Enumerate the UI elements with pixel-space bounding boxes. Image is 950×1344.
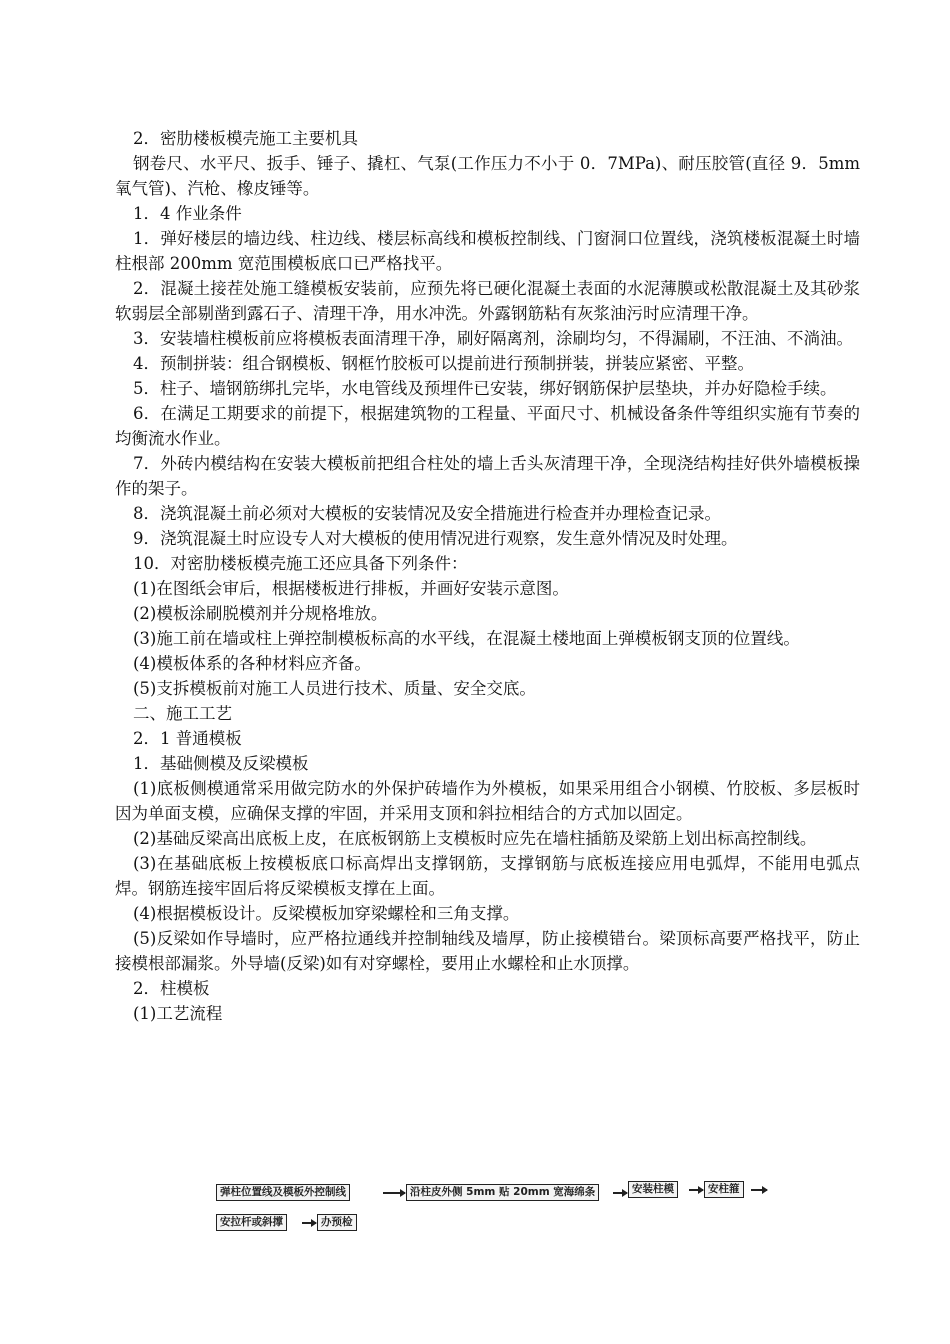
flow-arrow [613,1192,627,1194]
paragraph: (2)基础反梁高出底板上皮，在底板钢筋上支模板时应先在墙柱插筋及梁筋上划出标高控制线。 [133,829,817,848]
paragraph: 1．4 作业条件 [133,204,242,223]
flow-step: 安拉杆或斜撑 [216,1214,287,1231]
paragraph: (5)反梁如作导墙时，应严格拉通线并控制轴线及墙厚，防止接模错台。梁顶标高要严格找平，防止接模根部漏浆。外导墙(反梁)如有对穿螺栓，要用止水螺栓和止水顶撑。 [115,929,860,973]
flow-step: 沿柱皮外侧 5mm 贴 20mm 宽海绵条 [406,1184,599,1201]
flow-arrow [302,1222,316,1224]
paragraph: (3)施工前在墙或柱上弹控制模板标高的水平线，在混凝土楼地面上弹模板钢支顶的位置线。 [133,629,800,648]
paragraph: 1．基础侧模及反梁模板 [133,754,309,773]
paragraph: 9．浇筑混凝土时应设专人对大模板的使用情况进行观察，发生意外情况及时处理。 [133,529,738,548]
paragraph: 2．混凝土接茬处施工缝模板安装前，应预先将已硬化混凝土表面的水泥薄膜或松散混凝土及其砂浆软弱层全部剔凿到露石子、清理干净，用水冲洗。外露钢筋粘有灰浆油污时应清理干净。 [115,279,860,323]
paragraph: 1．弹好楼层的墙边线、柱边线、楼层标高线和模板控制线、门窗洞口位置线，浇筑楼板混凝土时墙柱根部 200mm 宽范围模板底口已严格找平。 [115,229,860,273]
flow-step: 办预检 [317,1214,357,1231]
document-body [115,126,860,1026]
paragraph: (1)工艺流程 [133,1004,223,1023]
paragraph: 3．安装墙柱模板前应将模板表面清理干净，刷好隔离剂，涂刷均匀，不得漏刷，不汪油、不淌油。 [133,329,853,348]
paragraph: 5．柱子、墙钢筋绑扎完毕，水电管线及预埋件已安装，绑好钢筋保护层垫块，并办好隐检手续。 [133,379,837,398]
process-flowchart [216,1178,776,1238]
paragraph: (1)在图纸会审后，根据楼板进行排板，并画好安装示意图。 [133,579,569,598]
flow-arrow [751,1189,767,1191]
section-heading: 二、施工工艺 [133,704,232,723]
paragraph: 6．在满足工期要求的前提下，根据建筑物的工程量、平面尺寸、机械设备条件等组织实施有节奏的均衡流水作业。 [115,404,860,448]
flow-step: 安装柱模 [628,1181,678,1198]
paragraph: 2．柱模板 [133,979,210,998]
paragraph: 7．外砖内模结构在安装大模板前把组合柱处的墙上舌头灰清理干净，全现浇结构挂好供外墙模板操作的架子。 [115,454,860,498]
paragraph: (4)模板体系的各种材料应齐备。 [133,654,371,673]
paragraph: 8．浇筑混凝土前必须对大模板的安装情况及安全措施进行检查并办理检查记录。 [133,504,721,523]
flow-step: 弹柱位置线及模板外控制线 [216,1184,350,1201]
paragraph: (1)底板侧模通常采用做完防水的外保护砖墙作为外模板，如果采用组合小钢模、竹胶板、多层板时因为单面支模，应确保支撑的牢固，并采用支顶和斜拉相结合的方式加以固定。 [115,779,860,823]
paragraph: (3)在基础底板上按模板底口标高焊出支撑钢筋，支撑钢筋与底板连接应用电弧焊，不能用电弧点焊。钢筋连接牢固后将反梁模板支撑在上面。 [115,854,860,898]
paragraph: 10．对密肋楼板模壳施工还应具备下列条件： [133,554,468,573]
paragraph: 2．密肋楼板模壳施工主要机具 [133,129,358,148]
paragraph: (5)支拆模板前对施工人员进行技术、质量、安全交底。 [133,679,536,698]
flow-arrow [383,1192,405,1194]
paragraph: 4．预制拼装：组合钢模板、钢框竹胶板可以提前进行预制拼装，拼装应紧密、平整。 [133,354,754,373]
paragraph: (2)模板涂刷脱模剂并分规格堆放。 [133,604,388,623]
paragraph: 钢卷尺、水平尺、扳手、锤子、撬杠、气泵(工作压力不小于 0．7MPa)、耐压胶管(直径 9．5mm 氧气管)、汽枪、橡皮锤等。 [115,154,860,198]
flow-arrow [689,1189,703,1191]
subsection-heading: 2．1 普通模板 [133,729,242,748]
paragraph: (4)根据模板设计。反梁模板加穿梁螺栓和三角支撑。 [133,904,520,923]
flow-step: 安柱箍 [704,1181,744,1198]
